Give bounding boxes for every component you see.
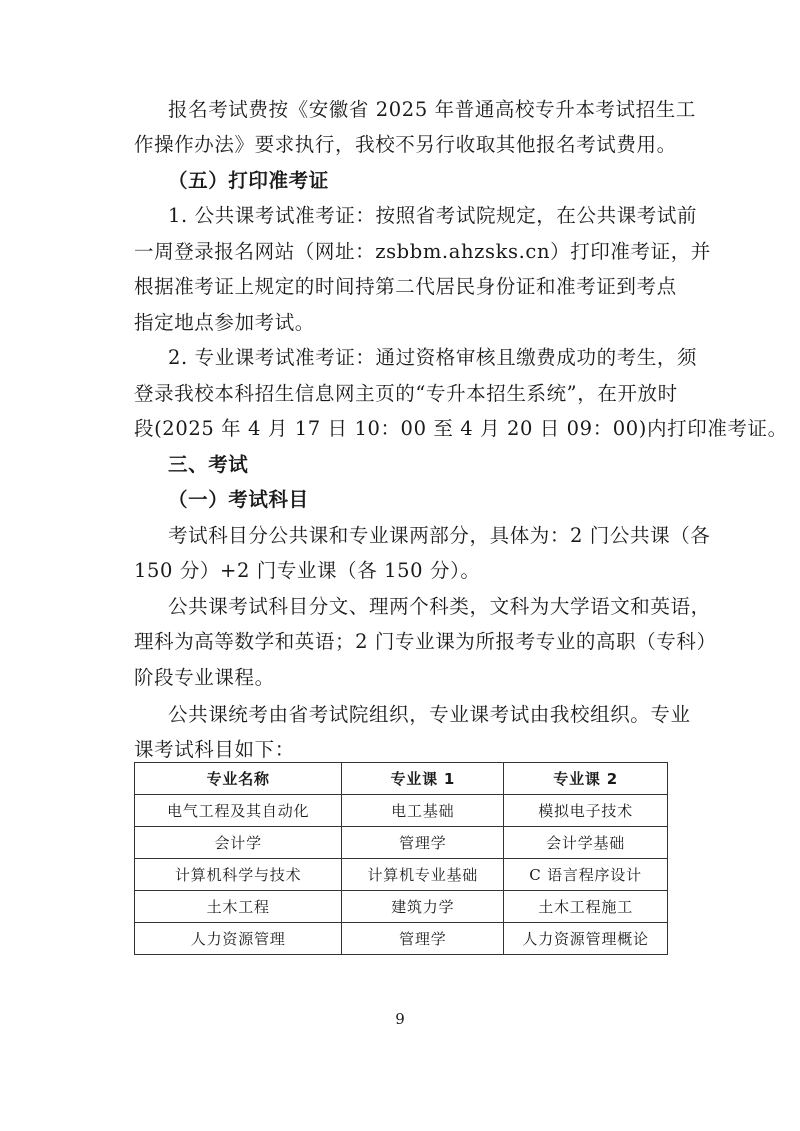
table-row xyxy=(135,859,668,891)
paragraph-subjects-line-1: 考试科目分公共课和专业课两部分，具体为：2 门公共课（各 xyxy=(168,524,711,547)
heading-print-admission-ticket: （五）打印准考证 xyxy=(168,169,329,192)
paragraph-fee-line-1: 报名考试费按《安徽省 2025 年普通高校专升本考试招生工 xyxy=(168,98,696,121)
table-header-course-1: 专业课 1 xyxy=(342,763,504,795)
table-row xyxy=(135,923,668,955)
paragraph-public-ticket-line-4: 指定地点参加考试。 xyxy=(134,311,315,334)
table-cell-major: 会计学 xyxy=(135,827,342,859)
table-row xyxy=(135,827,668,859)
table-cell-course-1: 建筑力学 xyxy=(342,891,504,923)
page-number: 9 xyxy=(395,1010,405,1028)
paragraph-fee-line-2: 作操作办法》要求执行，我校不另行收取其他报名考试费用。 xyxy=(134,133,677,156)
table-cell-course-1: 计算机专业基础 xyxy=(342,859,504,891)
table-cell-course-2: 模拟电子技术 xyxy=(504,795,668,827)
table-cell-course-2: C 语言程序设计 xyxy=(504,859,668,891)
heading-exam-subjects: （一）考试科目 xyxy=(168,488,309,511)
table-cell-major: 人力资源管理 xyxy=(135,923,342,955)
table-row xyxy=(135,891,668,923)
paragraph-organization-line-1: 公共课统考由省考试院组织，专业课考试由我校组织。专业 xyxy=(168,703,691,726)
paragraph-subjects-line-2: 150 分）+2 门专业课（各 150 分）。 xyxy=(134,559,481,582)
table-cell-course-2: 土木工程施工 xyxy=(504,891,668,923)
paragraph-public-ticket-line-1: 1. 公共课考试准考证：按照省考试院规定，在公共课考试前 xyxy=(168,204,698,227)
table-cell-course-1: 管理学 xyxy=(342,923,504,955)
paragraph-public-subjects-line-3: 阶段专业课程。 xyxy=(134,666,275,689)
table-header-row xyxy=(135,763,668,795)
table-cell-course-1: 管理学 xyxy=(342,827,504,859)
table-row xyxy=(135,795,668,827)
paragraph-public-subjects-line-2: 理科为高等数学和英语；2 门专业课为所报考专业的高职（专科） xyxy=(134,630,717,653)
table-cell-major: 土木工程 xyxy=(135,891,342,923)
table-header-major: 专业名称 xyxy=(135,763,342,795)
paragraph-major-ticket-line-2: 登录我校本科招生信息网主页的“专升本招生系统”，在开放时 xyxy=(134,382,678,405)
heading-exam: 三、考试 xyxy=(168,453,249,476)
paragraph-public-ticket-line-3: 根据准考证上规定的时间持第二代居民身份证和准考证到考点 xyxy=(134,275,677,298)
paragraph-major-ticket-line-1: 2. 专业课考试准考证：通过资格审核且缴费成功的考生，须 xyxy=(168,346,698,369)
paragraph-organization-line-2: 课考试科目如下： xyxy=(134,738,295,761)
table-header-course-2: 专业课 2 xyxy=(504,763,668,795)
subjects-table xyxy=(134,762,668,955)
paragraph-public-subjects-line-1: 公共课考试科目分文、理两个科类，文科为大学语文和英语， xyxy=(168,595,711,618)
paragraph-major-ticket-line-3: 段(2025 年 4 月 17 日 10：00 至 4 月 20 日 09：00)内打印准考证。 xyxy=(134,417,788,440)
paragraph-public-ticket-line-2: 一周登录报名网站（网址：zsbbm.ahzsks.cn）打印准考证，并 xyxy=(134,240,711,263)
table-cell-course-2: 会计学基础 xyxy=(504,827,668,859)
table-cell-course-1: 电工基础 xyxy=(342,795,504,827)
table-cell-major: 计算机科学与技术 xyxy=(135,859,342,891)
table-cell-course-2: 人力资源管理概论 xyxy=(504,923,668,955)
table-cell-major: 电气工程及其自动化 xyxy=(135,795,342,827)
